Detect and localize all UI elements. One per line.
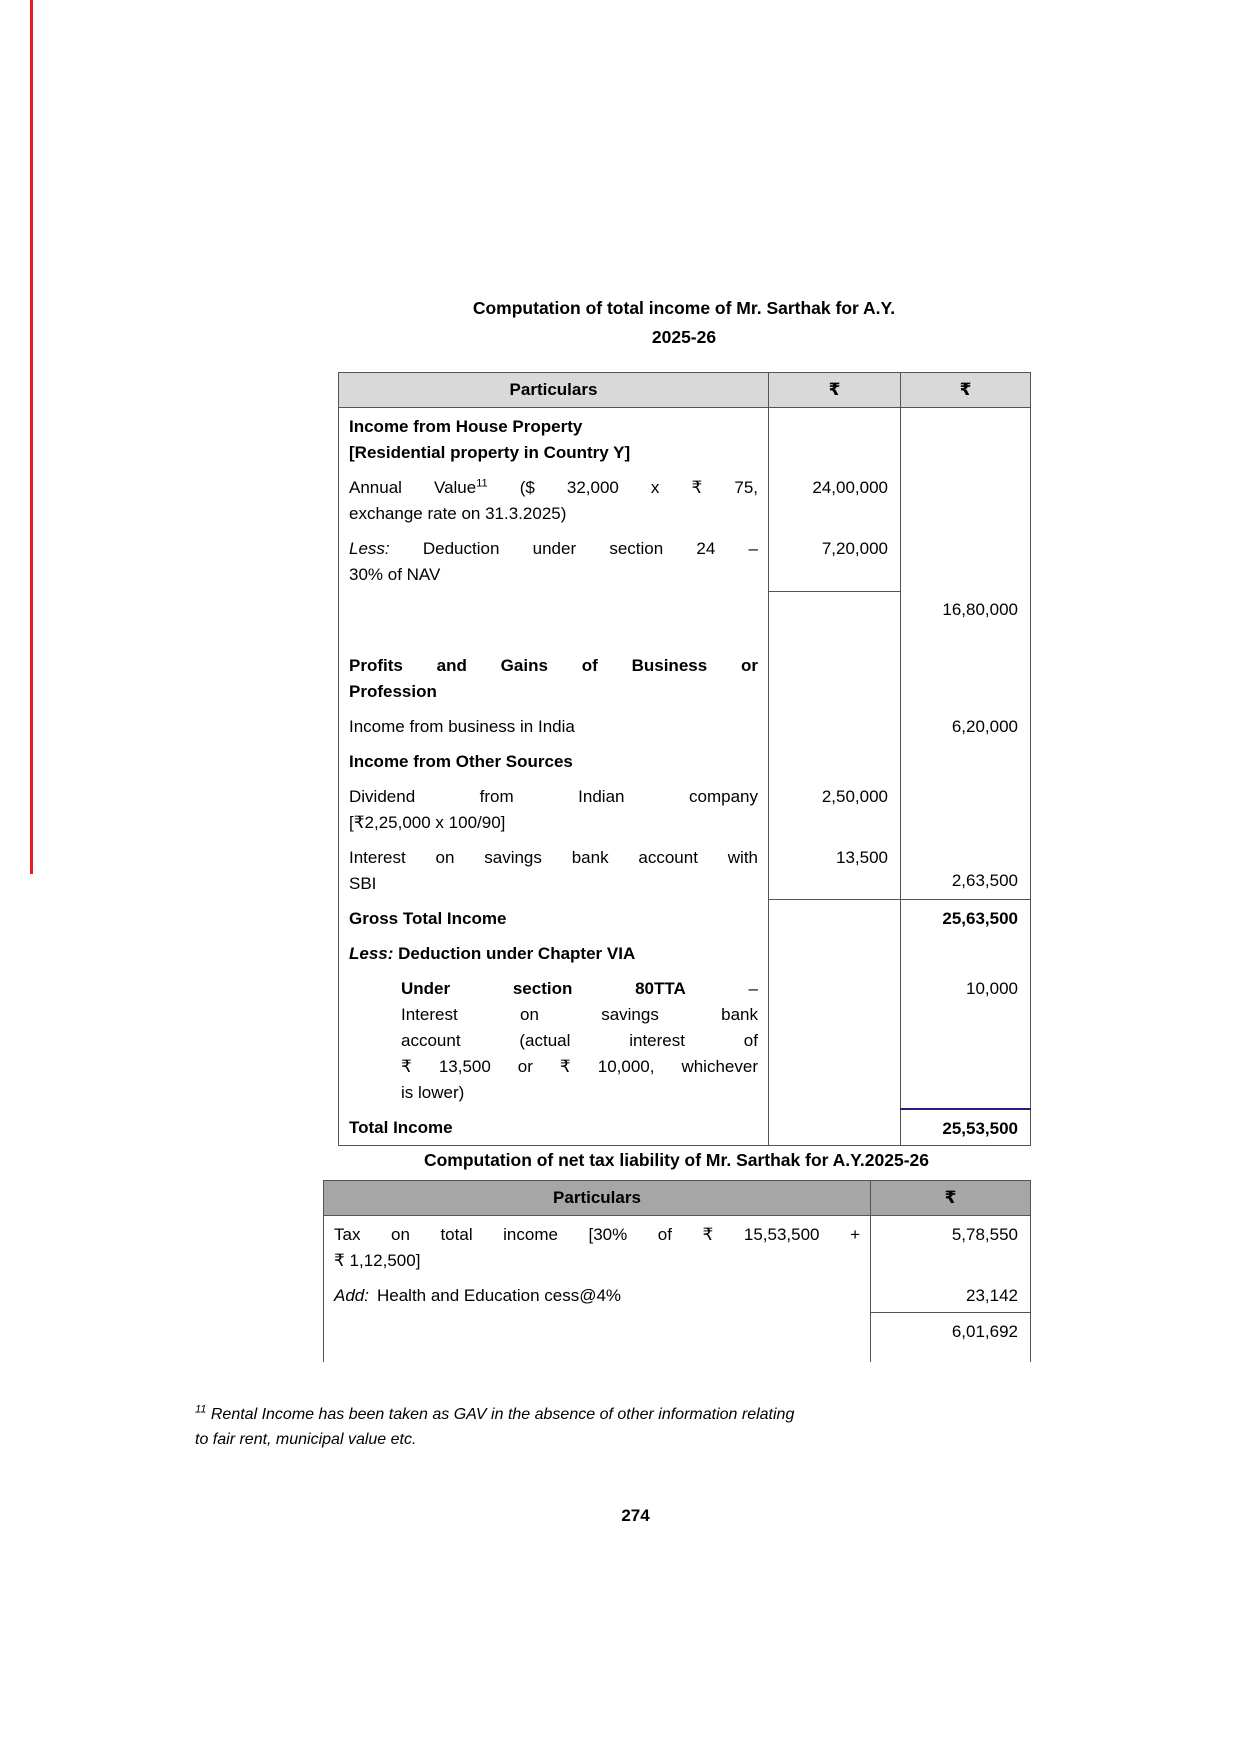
tax-liability-table-wrap	[323, 1180, 1030, 1362]
footnote	[195, 1402, 1055, 1452]
empty-cell	[769, 935, 901, 970]
section-80tta-amount: 10,000	[901, 970, 1031, 1109]
less-section24-line1	[349, 536, 758, 562]
pgbp-heading	[339, 647, 769, 708]
table-row	[339, 900, 1031, 936]
annual-value-cell	[339, 469, 769, 530]
footnote-text-line1: Rental Income has been taken as GAV in the absence of other information relating	[210, 1406, 795, 1423]
section-80tta-line1	[401, 976, 758, 1002]
empty-cell	[901, 778, 1031, 839]
empty-cell	[901, 935, 1031, 970]
section-80tta-line2: Interest on savings bank	[401, 1005, 758, 1024]
house-property-heading-line1: Income from House Property	[349, 417, 583, 436]
total-income-table-wrap	[338, 372, 1030, 1146]
tax-liability-table	[323, 1180, 1031, 1362]
table-row	[339, 743, 1031, 778]
section-80tta-line4: ₹ 13,500 or ₹ 10,000, whichever	[401, 1057, 758, 1076]
section24-amount: 7,20,000	[769, 530, 901, 591]
tax-line2: ₹ 1,12,500]	[334, 1251, 421, 1270]
business-income-amount: 6,20,000	[901, 708, 1031, 743]
table-row	[339, 530, 1031, 591]
table-row	[324, 1216, 1031, 1278]
total-income-amount: 25,53,500	[901, 1109, 1031, 1146]
other-sources-heading: Income from Other Sources	[349, 751, 573, 771]
table-row	[339, 778, 1031, 839]
section-80tta-bold: Under section 80TTA	[401, 979, 686, 998]
tax-on-total-income-cell	[324, 1216, 871, 1278]
gross-total-income-amount: 25,63,500	[901, 900, 1031, 936]
table1-header-rupee-2: ₹	[901, 373, 1031, 408]
table-row	[339, 935, 1031, 970]
table-row	[339, 591, 1031, 647]
section-80tta-line3: account (actual interest of	[401, 1031, 758, 1050]
dividend-amount: 2,50,000	[769, 778, 901, 839]
less-section24-cell	[339, 530, 769, 591]
empty-cell	[769, 900, 901, 936]
empty-cell	[901, 469, 1031, 530]
house-property-heading	[339, 408, 769, 470]
dividend-line2: [₹2,25,000 x 100/90]	[349, 812, 506, 832]
total-income-label: Total Income	[349, 1118, 453, 1137]
section-80tta-line5: is lower)	[401, 1083, 465, 1102]
table1-title-line2: 2025-26	[651, 327, 717, 347]
table-row	[324, 1277, 1031, 1313]
revision-change-bar	[30, 0, 33, 874]
empty-cell	[769, 647, 901, 708]
total-income-table	[338, 372, 1031, 1146]
table-row	[339, 839, 1031, 900]
table-row	[324, 1313, 1031, 1362]
table-row	[339, 469, 1031, 530]
section-80tta-block	[401, 976, 758, 1106]
less-label: Less:	[349, 944, 394, 963]
gross-total-income-label: Gross Total Income	[349, 908, 507, 928]
house-property-heading-line2: [Residential property in Country Y]	[349, 443, 631, 462]
empty-cell	[339, 591, 769, 647]
table-row	[339, 1109, 1031, 1146]
tax-subtotal-amount: 6,01,692	[871, 1313, 1031, 1362]
empty-cell	[769, 408, 901, 470]
less-label: Less:	[349, 539, 390, 558]
empty-cell	[769, 1109, 901, 1146]
add-label: Add:	[334, 1286, 369, 1305]
section-80tta-cell	[339, 970, 769, 1109]
empty-cell	[901, 530, 1031, 591]
annual-value-line2: exchange rate on 31.3.2025)	[349, 504, 567, 523]
dash: –	[685, 979, 758, 998]
table2-header-row	[324, 1181, 1031, 1216]
tax-line1: Tax on total income [30% of ₹ 15,53,500 +	[334, 1225, 860, 1244]
less-section24-line2: 30% of NAV	[349, 565, 441, 584]
table1-title	[338, 294, 1030, 352]
table-row	[339, 708, 1031, 743]
table1-header-particulars: Particulars	[339, 373, 769, 408]
table1-header-rupee-1: ₹	[769, 373, 901, 408]
footnote-number: 11	[195, 1403, 207, 1416]
savings-interest-amount: 13,500	[769, 839, 901, 900]
annual-value-text: Annual Value	[349, 478, 477, 497]
other-sources-total: 2,63,500	[901, 839, 1031, 900]
house-property-total: 16,80,000	[901, 591, 1031, 647]
empty-cell	[769, 743, 901, 778]
dividend-cell	[339, 778, 769, 839]
empty-cell	[769, 708, 901, 743]
footnote-ref-11: 11	[476, 477, 488, 490]
empty-cell	[901, 647, 1031, 708]
annual-value-amount: 24,00,000	[769, 469, 901, 530]
tax-amount: 5,78,550	[871, 1216, 1031, 1278]
business-income-label: Income from business in India	[349, 716, 575, 736]
table-row	[339, 408, 1031, 470]
chapter-via-text: Deduction under Chapter VIA	[393, 944, 636, 963]
annual-value-calc: ($ 32,000 x ₹ 75,	[487, 478, 758, 497]
savings-interest-line2: SBI	[349, 873, 377, 893]
table-row	[339, 970, 1031, 1109]
empty-cell	[901, 743, 1031, 778]
less-chapter-via-cell	[339, 935, 769, 970]
empty-cell	[324, 1313, 871, 1362]
savings-interest-cell	[339, 839, 769, 900]
page-number: 274	[621, 1506, 650, 1525]
pgbp-heading-line2: Profession	[349, 681, 437, 701]
cess-text: Health and Education cess@4%	[376, 1286, 622, 1305]
cess-amount: 23,142	[871, 1277, 1031, 1313]
dividend-line1: Dividend from Indian company	[349, 786, 758, 806]
empty-cell	[769, 970, 901, 1109]
savings-interest-line1: Interest on savings bank account with	[349, 847, 758, 867]
table2-header-particulars: Particulars	[324, 1181, 871, 1216]
cess-cell	[324, 1277, 871, 1313]
footnote-line1	[195, 1402, 1055, 1427]
annual-value-line1	[349, 475, 758, 501]
table2-header-rupee: ₹	[871, 1181, 1031, 1216]
table2-title: Computation of net tax liability of Mr. Sarthak for A.Y.2025-26	[423, 1150, 929, 1170]
empty-cell	[901, 408, 1031, 470]
less-section24-text: Deduction under section 24 –	[389, 539, 758, 558]
pgbp-heading-line1: Profits and Gains of Business or	[349, 655, 758, 675]
footnote-text-line2: to fair rent, municipal value etc.	[195, 1431, 417, 1448]
table-row	[339, 647, 1031, 708]
table1-header-row	[339, 373, 1031, 408]
table1-title-line1: Computation of total income of Mr. Sarthak for A.Y.	[472, 298, 896, 318]
empty-cell	[769, 591, 901, 647]
